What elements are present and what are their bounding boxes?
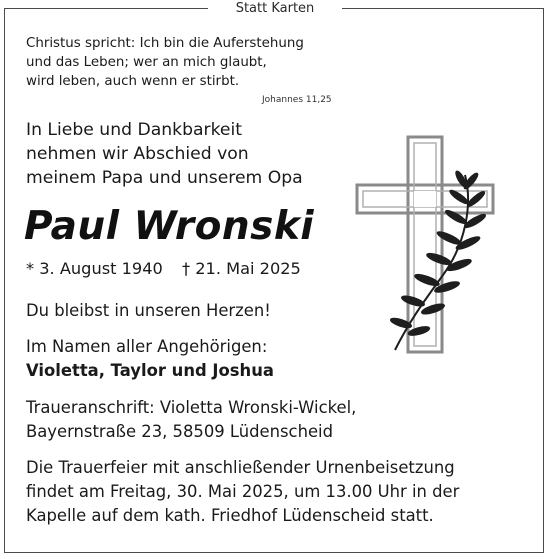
birth-date: * 3. August 1940 <box>26 259 163 278</box>
ceremony-line: Kapelle auf dem kath. Friedhof Lüdenscheid statt. <box>26 506 434 525</box>
bible-verse <box>26 34 346 91</box>
verse-line: Christus spricht: Ich bin die Auferstehung <box>26 36 304 51</box>
life-dates <box>26 259 301 278</box>
mourning-address <box>26 396 356 444</box>
header-label: Statt Karten <box>208 0 342 18</box>
ceremony-info <box>26 456 459 528</box>
mourners-names: Violetta, Taylor und Joshua <box>26 361 274 380</box>
intro-line: meinem Papa und unserem Opa <box>26 168 303 188</box>
address-line: Traueranschrift: Violetta Wronski-Wickel, <box>26 398 357 417</box>
mourners-intro: Im Namen aller Angehörigen: <box>26 337 268 356</box>
verse-line: und das Leben; wer an mich glaubt, <box>26 55 267 70</box>
intro-line: In Liebe und Dankbarkeit <box>26 120 243 140</box>
mourners <box>26 335 274 383</box>
verse-reference: Johannes 11,25 <box>262 95 332 105</box>
address-line: Bayernstraße 23, 58509 Lüdenscheid <box>26 422 333 441</box>
deceased-name: Paul Wronski <box>24 204 315 249</box>
ceremony-line: findet am Freitag, 30. Mai 2025, um 13.00 Uhr in der <box>26 482 460 501</box>
ceremony-line: Die Trauerfeier mit anschließender Urnenbeisetzung <box>26 458 455 477</box>
farewell-message: Du bleibst in unseren Herzen! <box>26 301 271 320</box>
death-date: † 21. Mai 2025 <box>181 259 301 278</box>
intro-text <box>26 118 303 190</box>
cross-icon <box>355 135 505 360</box>
verse-line: wird leben, auch wenn er stirbt. <box>26 74 240 89</box>
intro-line: nehmen wir Abschied von <box>26 144 249 164</box>
